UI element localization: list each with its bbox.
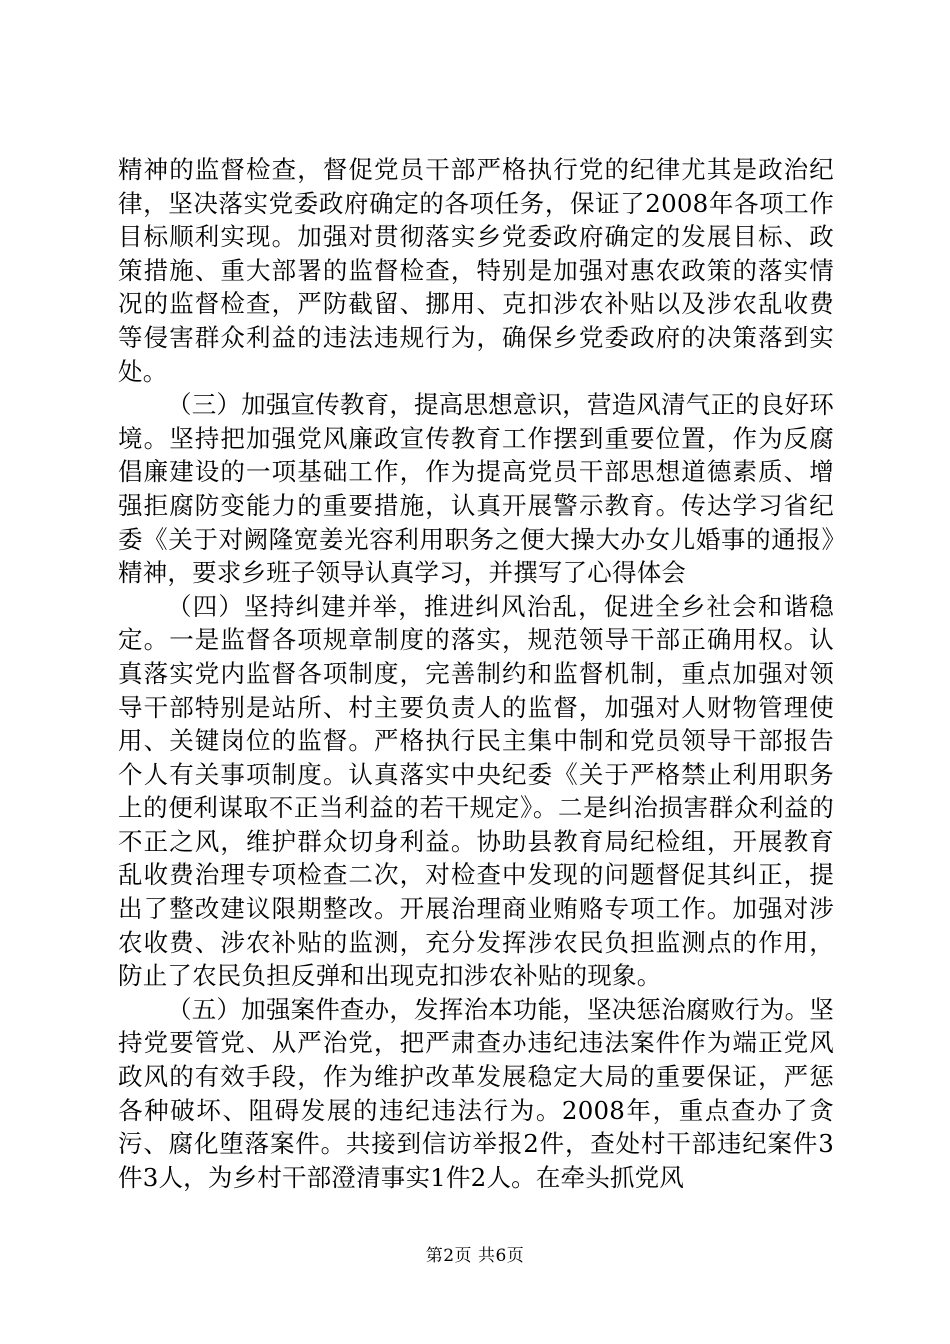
document-body: [118, 153, 834, 1194]
paragraph-continuation: 精神的监督检查，督促党员干部严格执行党的纪律尤其是政治纪律，坚决落实党委政府确定的各项任务，保证了2008年各项工作目标顺利实现。加强对贯彻落实乡党委政府确定的发展目标、政策措施、重大部署的监督检查，特别是加强对惠农政策的落实情况的监督检查，严防截留、挪用、克扣涉农补贴以及涉农乱收费等侵害群众利益的违法违规行为，确保乡党委政府的决策落到实处。: [118, 155, 834, 386]
paragraph-section-3: （三）加强宣传教育，提高思想意识，营造风清气正的良好环境。坚持把加强党风廉政宣传教育工作摆到重要位置，作为反腐倡廉建设的一项基础工作，作为提高党员干部思想道德素质、增强拒腐防变能力的重要措施，认真开展警示教育。传达学习省纪委《关于对阙隆宽姜光容利用职务之便大操大办女儿婚事的通报》精神，要求乡班子领导认真学习，并撰写了心得体会: [118, 390, 834, 588]
paragraph-section-5: （五）加强案件查办，发挥治本功能，坚决惩治腐败行为。坚持党要管党、从严治党，把严肃查办违纪违法案件作为端正党风政风的有效手段，作为维护改革发展稳定大局的重要保证，严惩各种破坏、阻碍发展的违纪违法行为。2008年，重点查办了贪污、腐化堕落案件。共接到信访举报2件，查处村干部违纪案件3件3人，为乡村干部澄清事实1件2人。在牵头抓党风: [118, 994, 834, 1192]
page-number-footer: 第2页 共6页: [425, 1246, 525, 1266]
paragraph-section-4: （四）坚持纠建并举，推进纠风治乱，促进全乡社会和谐稳定。一是监督各项规章制度的落实，规范领导干部正确用权。认真落实党内监督各项制度，完善制约和监督机制，重点加强对领导干部特别是站所、村主要负责人的监督，加强对人财物管理使用、关键岗位的监督。严格执行民主集中制和党员领导干部报告个人有关事项制度。认真落实中央纪委《关于严格禁止利用职务上的便利谋取不正当利益的若干规定》。二是纠治损害群众利益的不正之风，维护群众切身利益。协助县教育局纪检组，开展教育乱收费治理专项检查二次，对检查中发现的问题督促其纠正，提出了整改建议限期整改。开展治理商业贿赂专项工作。加强对涉农收费、涉农补贴的监测，充分发挥涉农民负担监测点的作用，防止了农民负担反弹和出现克扣涉农补贴的现象。: [118, 591, 834, 991]
